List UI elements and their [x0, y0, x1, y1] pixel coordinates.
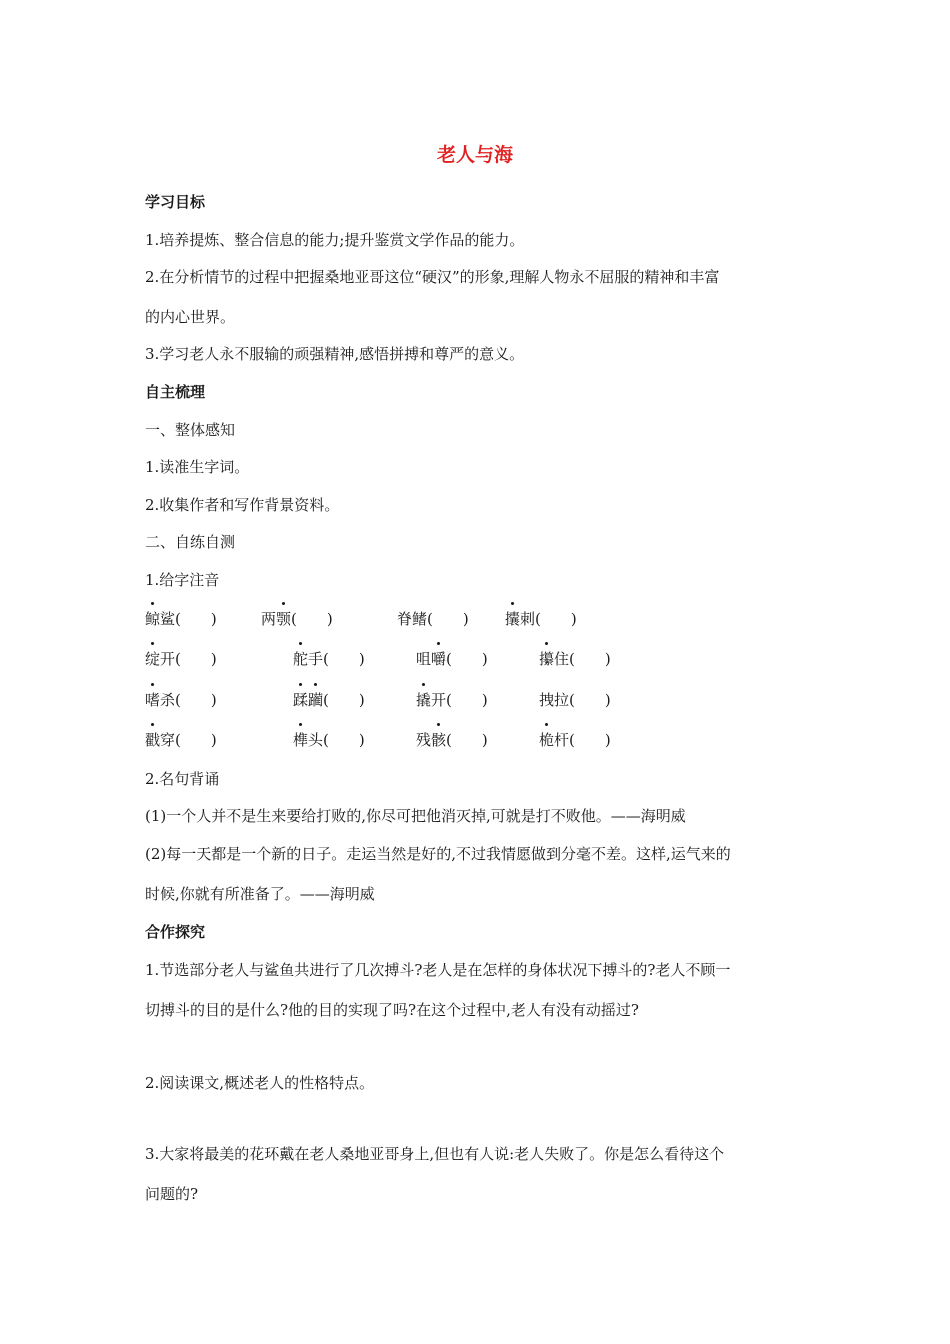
pinyin-item: 咀嚼( )	[416, 650, 488, 668]
question-3-cont: 问题的?	[145, 1185, 199, 1203]
explore-heading: 合作探究	[145, 923, 206, 941]
question-2: 2.阅读课文,概述老人的性格特点。	[145, 1074, 375, 1092]
goal-3: 3.学习老人永不服输的顽强精神,感悟拼搏和尊严的意义。	[145, 345, 525, 363]
pinyin-item: 鲸鲨( )	[145, 610, 217, 628]
question-1: 1.节选部分老人与鲨鱼共进行了几次搏斗?老人是在怎样的身体状况下搏斗的?老人不顾一	[145, 961, 731, 979]
part1-title: 一、整体感知	[145, 421, 236, 439]
pinyin-item: 嗜杀( )	[145, 691, 217, 709]
pinyin-item: 残骸( )	[416, 731, 488, 749]
pinyin-item: 蹂躏( )	[293, 691, 365, 709]
part1-item-2: 2.收集作者和写作背景资料。	[145, 496, 340, 514]
part1-item-1: 1.读准生字词。	[145, 458, 250, 476]
page-title: 老人与海	[436, 144, 513, 166]
self-study-heading: 自主梳理	[145, 383, 206, 401]
goal-2-cont: 的内心世界。	[145, 308, 236, 326]
goal-1: 1.培养提炼、整合信息的能力;提升鉴赏文学作品的能力。	[145, 231, 525, 249]
pinyin-item: 攮刺( )	[505, 610, 577, 628]
pinyin-item: 榫头( )	[293, 731, 365, 749]
question-3: 3.大家将最美的花环戴在老人桑地亚哥身上,但也有人说:老人失败了。你是怎么看待这个	[145, 1145, 725, 1163]
quote-2-cont: 时候,你就有所准备了。——海明威	[145, 885, 375, 903]
question-1-cont: 切搏斗的目的是什么?他的目的实现了吗?在这个过程中,老人有没有动摇过?	[145, 1001, 639, 1019]
goal-2: 2.在分析情节的过程中把握桑地亚哥这位“硬汉”的形象,理解人物永不屈服的精神和丰富	[145, 268, 720, 286]
goals-heading: 学习目标	[145, 193, 206, 211]
pinyin-title: 1.给字注音	[145, 571, 220, 589]
pinyin-item: 拽拉( )	[539, 691, 611, 709]
pinyin-item: 桅杆( )	[539, 731, 611, 749]
pinyin-item: 脊鳍( )	[397, 610, 469, 628]
quote-1: (1)一个人并不是生来要给打败的,你尽可把他消灭掉,可就是打不败他。——海明威	[145, 807, 686, 825]
pinyin-item: 戳穿( )	[145, 731, 217, 749]
pinyin-item: 绽开( )	[145, 650, 217, 668]
quotes-title: 2.名句背诵	[145, 770, 220, 788]
pinyin-item: 舵手( )	[293, 650, 365, 668]
pinyin-item: 撬开( )	[416, 691, 488, 709]
part2-title: 二、自练自测	[145, 533, 236, 551]
pinyin-item: 两颚( )	[261, 610, 333, 628]
pinyin-item: 攥住( )	[539, 650, 611, 668]
quote-2: (2)每一天都是一个新的日子。走运当然是好的,不过我情愿做到分毫不差。这样,运气来的	[145, 845, 731, 863]
